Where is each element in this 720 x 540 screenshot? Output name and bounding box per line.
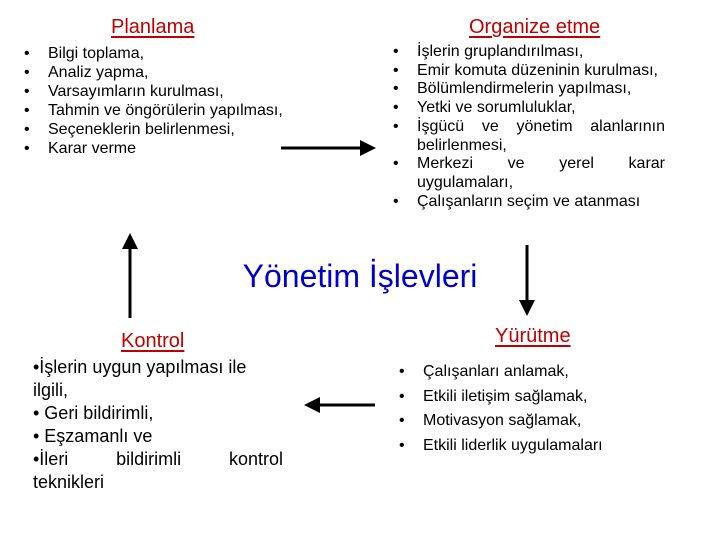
arrow-organize-to-yurutme (519, 245, 535, 316)
list-item: • Analiz yapma, (23, 63, 295, 82)
list-item: • Merkezi ve yerel karar uygulamaları, (392, 155, 665, 192)
list-item: • Motivasyon sağlamak, (398, 409, 698, 434)
kontrol-line: ilgili, (33, 380, 69, 400)
list-item: • Bölümlendirmelerin yapılması, (392, 80, 665, 99)
kontrol-line: • Geri bildirimli, (33, 403, 154, 423)
list-item: • Tahmin ve öngörülerin yapılması, (23, 101, 295, 120)
list-item: • Çalışanların seçim ve atanması (392, 193, 665, 212)
kontrol-line: teknikleri (33, 472, 105, 492)
kontrol-word: kontrol (228, 449, 283, 469)
kontrol-line: •İşlerin uygun yapılması ile (33, 357, 247, 377)
list-item: • Yetki ve sorumluluklar, (392, 99, 665, 118)
kontrol-title: Kontrol (121, 330, 185, 352)
yurutme-title: Yürütme (495, 325, 571, 347)
list-item: • Çalışanları anlamak, (398, 360, 698, 385)
arrow-yurutme-to-kontrol (304, 397, 375, 413)
list-item: • İşlerin gruplandırılması, (392, 43, 665, 62)
organize-title: Organize etme (469, 16, 601, 38)
planlama-title: Planlama (111, 16, 195, 38)
arrow-planlama-to-organize (281, 140, 376, 156)
list-item: • Emir komuta düzeninin kurulması, (392, 62, 665, 81)
list-item: • İşgücü ve yönetim alanlarının belirlenmesi, (392, 118, 665, 155)
list-item: • Karar verme (23, 139, 295, 158)
center-title: Yönetim İşlevleri (242, 258, 478, 294)
list-item: • Varsayımların kurulması, (23, 82, 295, 101)
kontrol-word: bildirimli (116, 449, 182, 469)
kontrol-word: •İleri (33, 449, 69, 469)
list-item: • Etkili liderlik uygulamaları (398, 434, 698, 459)
list-item: • Seçeneklerin belirlenmesi, (23, 120, 295, 139)
list-item: • Etkili iletişim sağlamak, (398, 385, 698, 410)
arrow-kontrol-to-planlama (122, 233, 138, 318)
kontrol-line: • Eşzamanlı ve (33, 426, 153, 446)
list-item: • Bilgi toplama, (23, 44, 295, 63)
